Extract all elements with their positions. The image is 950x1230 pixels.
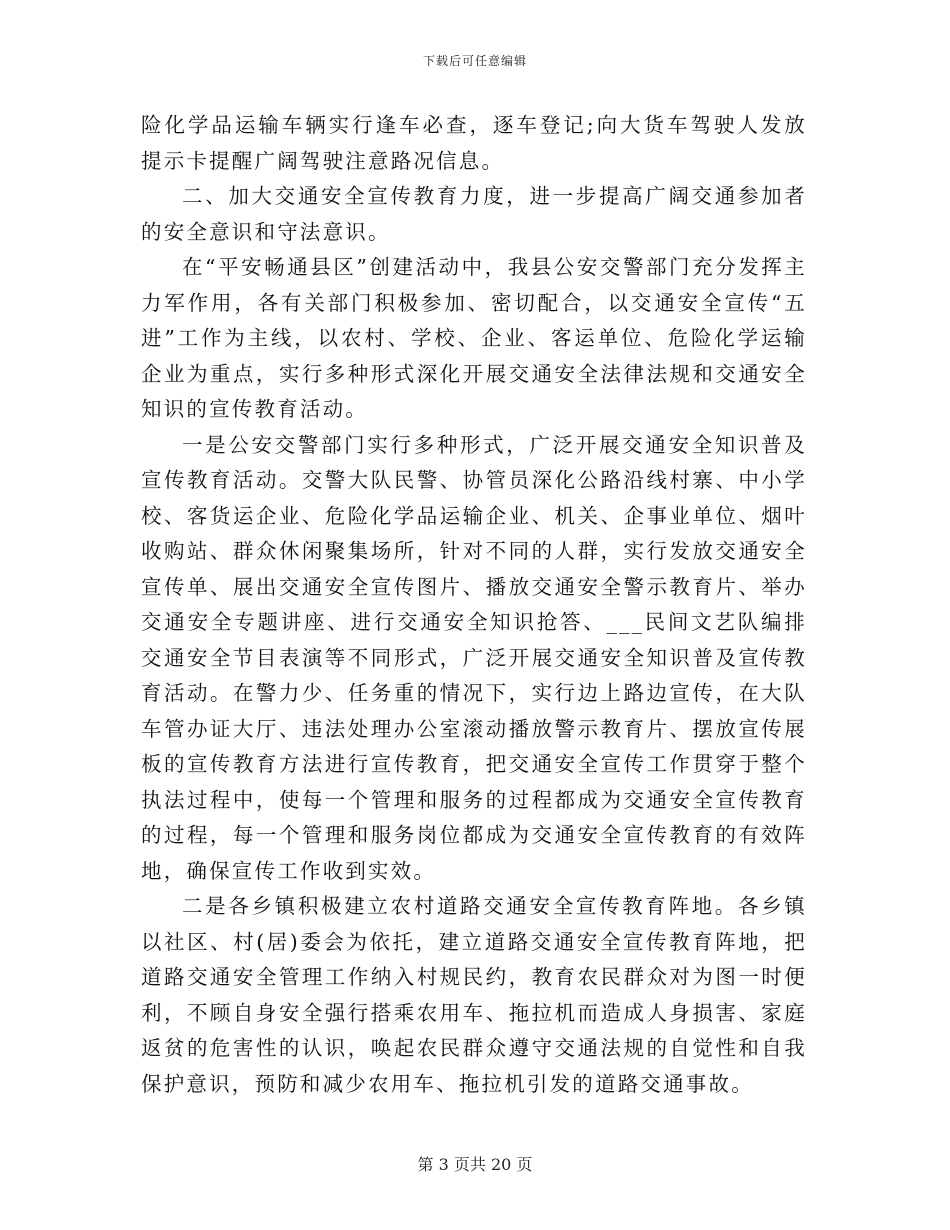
page-footer: 第 3 页共 20 页 xyxy=(417,1155,533,1174)
document-body xyxy=(141,108,807,1102)
paragraph-5: 二是各乡镇积极建立农村道路交通安全宣传教育阵地。各乡镇以社区、村(居)委会为依托，建立道路交通安全宣传教育阵地，把道路交通安全管理工作纳入村规民约，教育农民群众对为图一时便利，不顾自身安全强行搭乘农用车、拖拉机而造成人身损害、家庭返贫的危害性的认识，唤起农民群众遵守交通法规的自觉性和自我保护意识，预防和减少农用车、拖拉机引发的道路交通事故。 xyxy=(141,894,807,1096)
page-header: 下载后可任意编辑 xyxy=(422,54,527,68)
paragraph-2: 二、加大交通安全宣传教育力度，进一步提高广阔交通参加者的安全意识和守法意识。 xyxy=(141,184,807,244)
paragraph-3: 在“平安畅通县区”创建活动中，我县公安交警部门充分发挥主力军作用，各有关部门积极参加、密切配合，以交通安全宣传“五进”工作为主线，以农村、学校、企业、客运单位、危险化学运输企业为重点，实行多种形式深化开展交通安全法律法规和交通安全知识的宣传教育活动。 xyxy=(141,255,807,421)
paragraph-4: 一是公安交警部门实行多种形式，广泛开展交通安全知识普及宣传教育活动。交警大队民警、协管员深化公路沿线村寨、中小学校、客货运企业、危险化学品运输企业、机关、企事业单位、烟叶收购站、群众休闲聚集场所，针对不同的人群，实行发放交通安全宣传单、展出交通安全宣传图片、播放交通安全警示教育片、举办交通安全专题讲座、进行交通安全知识抢答、___民间文艺队编排交通安全节目表演等不同形式，广泛开展交通安全知识普及宣传教育活动。在警力少、任务重的情况下，实行边上路边宣传，在大队车管办证大厅、违法处理办公室滚动播放警示教育片、摆放宣传展板的宣传教育方法进行宣传教育，把交通安全宣传工作贯穿于整个执法过程中，使每一个管理和服务的过程都成为交通安全宣传教育的过程，每一个管理和服务岗位都成为交通安全宣传教育的有效阵地，确保宣传工作收到实效。 xyxy=(141,432,807,883)
paragraph-1: 险化学品运输车辆实行逢车必查，逐车登记;向大货车驾驶人发放提示卡提醒广阔驾驶注意路况信息。 xyxy=(141,113,807,173)
